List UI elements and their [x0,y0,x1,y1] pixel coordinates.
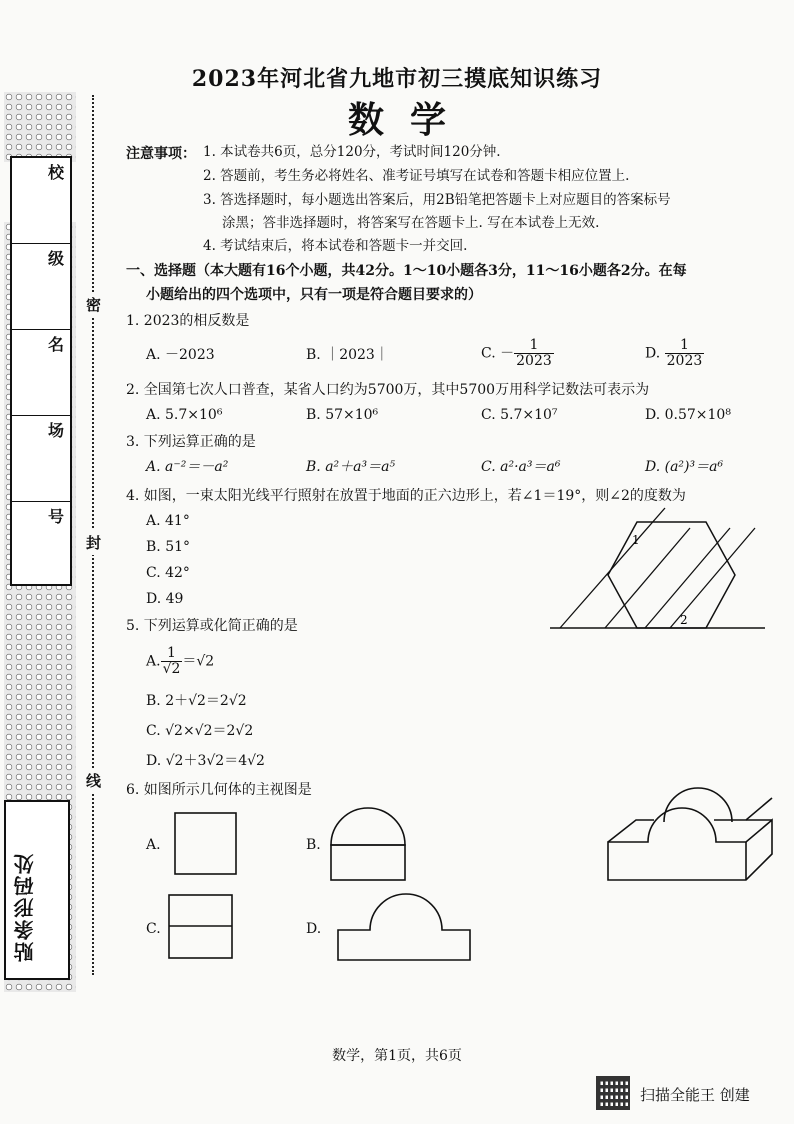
qr-code-icon [596,1076,630,1110]
question-5-stem: 5. 下列运算或化简正确的是 [126,618,298,634]
notice-item-2: 2. 答题前，考生务必将姓名、准考证号填写在试卷和答题卡相应位置上. [203,168,630,184]
question-6-stem: 6. 如图所示几何体的主视图是 [126,782,312,798]
scanner-watermark: 扫描全能王 创建 [640,1086,750,1104]
subject-title: 数学 [347,99,472,141]
info-label: 场 [48,421,65,440]
section-title: 一、选择题（本大题有16个小题，共42分。1～10小题各3分，11～16小题各2分。在每 [126,263,687,279]
q5-a-prefix: A. [146,653,161,670]
notice-item-3-cont: 涂黑；答非选择题时，将答案写在答题卡上. 写在本试卷上无效. [222,215,600,231]
info-cell-room [12,416,70,502]
q1-option-c [481,338,554,369]
q3-option-a: A. a⁻²＝－a² [146,459,229,475]
q1-c-fraction [514,338,554,369]
square-shape [175,813,236,874]
q4-hexagon-figure [540,508,770,638]
q2-option-b: B. 57×10⁶ [306,407,379,423]
half-cylinder-top [664,788,732,822]
notice-label: 注意事项： [126,146,196,162]
q5-option-d: D. √2＋3√2＝4√2 [146,753,265,769]
q6-option-d-label: D. [306,921,322,937]
q5-a-fraction [161,646,183,677]
angle-1-label: 1 [632,533,640,547]
front-view-shape [338,894,470,960]
q5-option-b: B. 2＋√2＝2√2 [146,693,247,709]
q6-option-b-figure [330,808,406,882]
sun-ray-1 [560,508,665,628]
question-1-stem: 1. 2023的相反数是 [126,313,250,329]
info-cell-number [12,502,70,588]
fraction-denominator: 2023 [516,353,552,369]
seal-char-mi: 密 [86,292,101,317]
question-3-stem: 3. 下列运算正确的是 [126,434,256,450]
q6-option-a-label: A. [146,837,161,853]
student-info-box [10,156,72,586]
sun-ray-2 [605,528,690,628]
q2-option-c: C. 5.7×10⁷ [481,407,558,423]
seal-char-xian: 线 [86,768,101,793]
q1-option-b: B. ｜2023｜ [306,347,389,363]
q1-d-prefix: D. [645,345,661,362]
exam-title: 2023年河北省九地市初三摸底知识练习 [191,66,603,92]
q4-option-a: A. 41° [146,513,190,529]
notice-item-3: 3. 答选择题时，每小题选出答案后，用2B铅笔把答题卡上对应题目的答案标号 [203,192,671,208]
rect-shape [331,845,405,880]
barcode-label: 贴条形码处 [13,852,37,962]
q6-option-a-figure [174,812,238,876]
notice-item-1: 1. 本试卷共6页，总分120分，考试时间120分钟. [203,144,501,160]
q4-option-c: C. 42° [146,565,190,581]
fraction-denominator: 2023 [666,353,703,369]
q6-solid-figure [606,784,774,894]
info-label: 号 [48,507,65,526]
question-4-stem: 4. 如图，一束太阳光线平行照射在放置于地面的正六边形上，若∠1＝19°，则∠2的度数为 [126,488,686,504]
q1-option-a: A. －2023 [146,347,215,363]
seal-char-feng: 封 [86,530,101,555]
hexagon-shape [608,522,735,628]
page-footer: 数学，第1页，共6页 [332,1048,462,1064]
q3-option-c: C. a²·a³＝a⁶ [481,459,561,475]
q6-option-b-label: B. [306,837,321,853]
q6-option-d-figure [336,890,472,962]
section-title-cont: 小题给出的四个选项中，只有一项是符合题目要求的） [146,287,482,303]
q3-option-d: D. (a²)³＝a⁶ [645,459,724,475]
q4-option-b: B. 51° [146,539,191,555]
q2-option-d: D. 0.57×10⁸ [645,407,731,423]
q6-option-c-figure [168,894,234,960]
info-cell-school [12,158,70,244]
notice-item-4: 4. 考试结束后，将本试卷和答题卡一并交回. [203,238,468,254]
q5-option-a [146,646,214,677]
q1-d-fraction [665,338,705,369]
info-cell-class [12,244,70,330]
q1-c-prefix: C. － [481,345,515,362]
q6-option-c-label: C. [146,921,161,937]
q4-option-d: D. 49 [146,591,184,607]
q3-option-b: B. a²＋a³＝a⁵ [306,459,396,475]
angle-2-label: 2 [680,613,688,627]
fraction-denominator: √2 [162,661,181,677]
question-2-stem: 2. 全国第七次人口普查，某省人口约为5700万，其中5700万用科学记数法可表示为 [126,382,650,398]
info-cell-name [12,330,70,416]
q5-a-rhs: ＝√2 [182,653,215,670]
info-label: 校 [48,163,65,182]
fraction-numerator: 1 [514,338,554,354]
q1-option-d [645,338,704,369]
info-label: 名 [48,335,65,354]
q5-option-c: C. √2×√2＝2√2 [146,723,254,739]
info-label: 级 [48,249,65,268]
semicircle-shape [331,808,405,845]
fraction-numerator: 1 [665,338,705,354]
fraction-numerator: 1 [161,646,183,662]
q2-option-a: A. 5.7×10⁶ [146,407,223,423]
